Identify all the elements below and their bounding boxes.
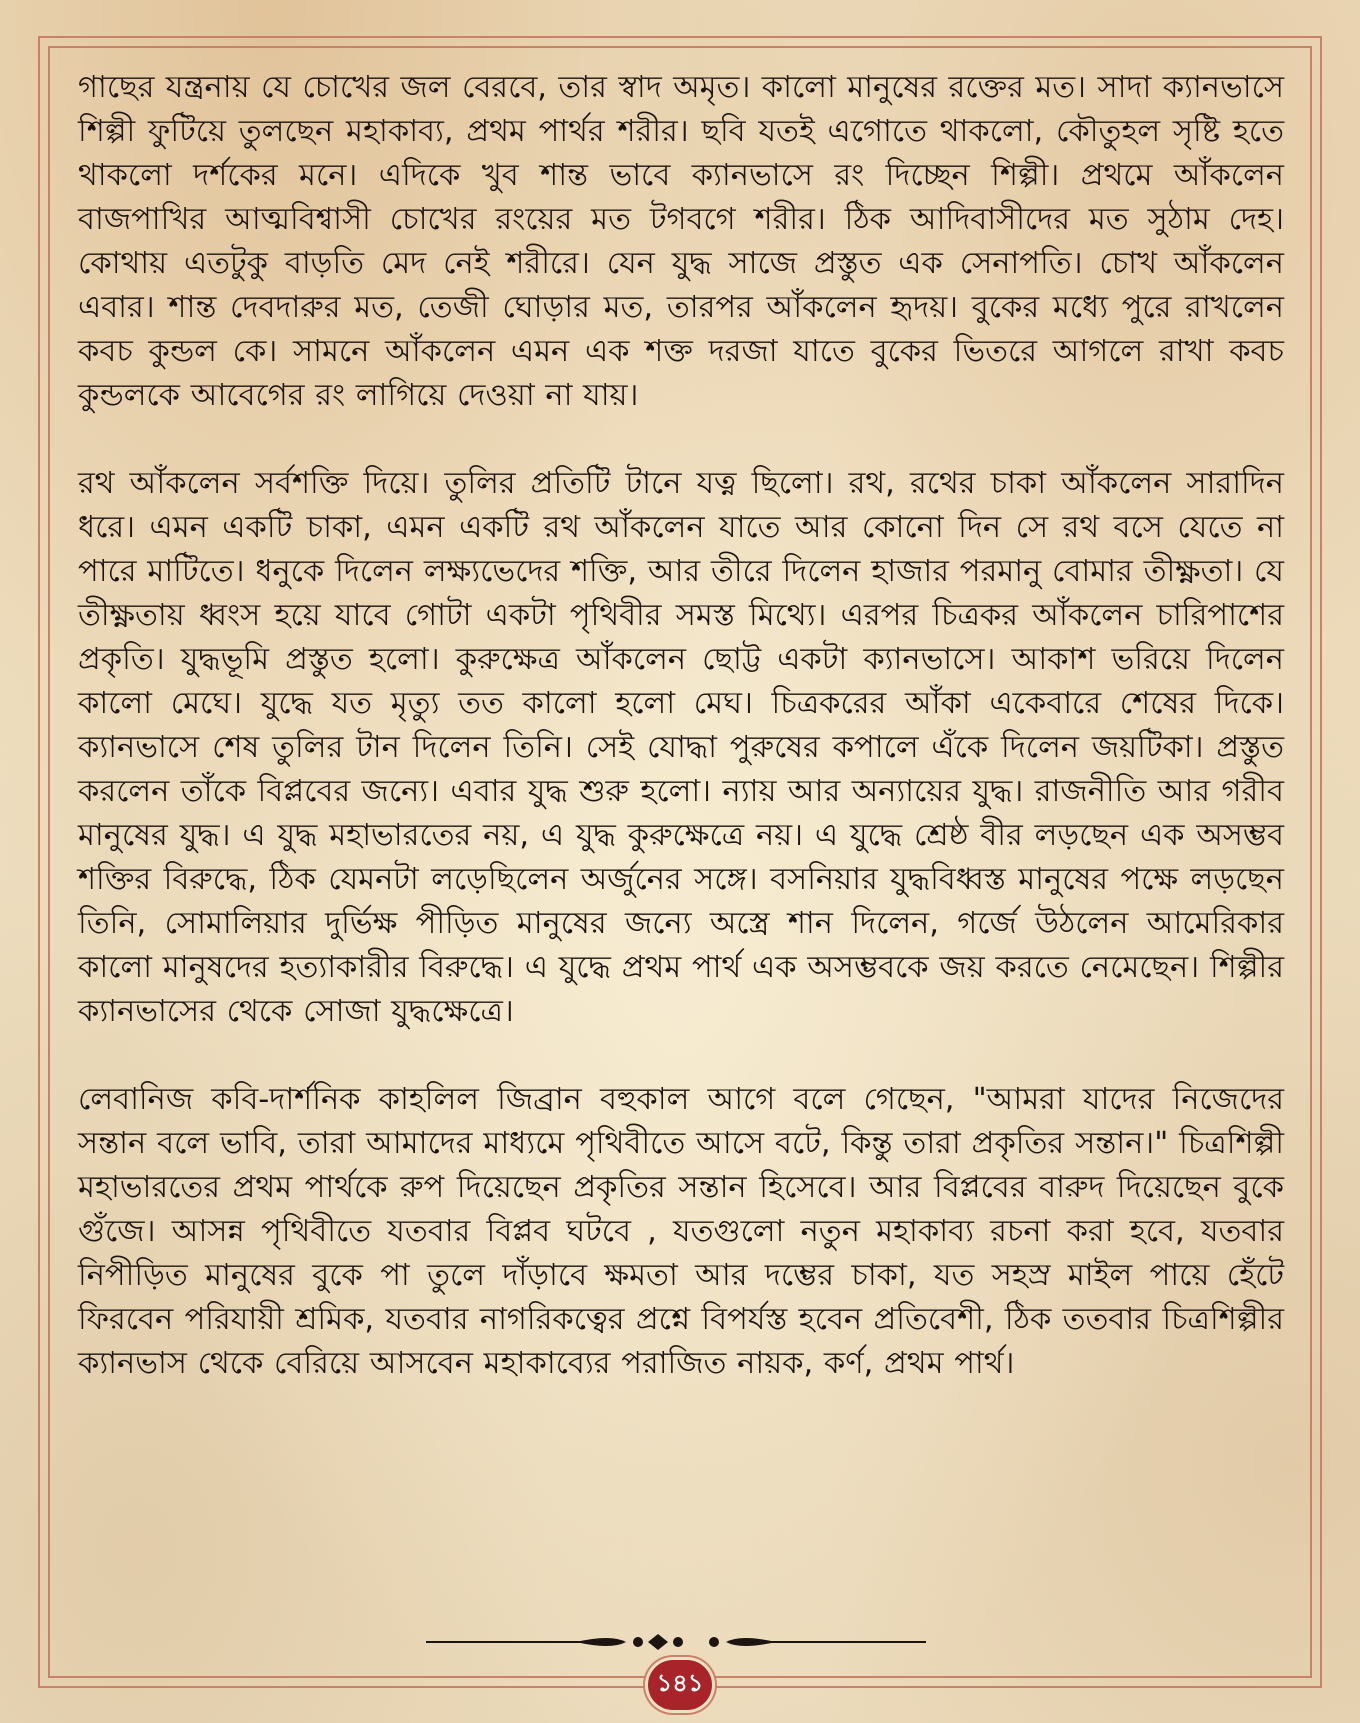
- divider-ornament-icon: [426, 1628, 926, 1656]
- page-number-badge: [648, 1660, 712, 1710]
- paragraph-2: রথ আঁকলেন সর্বশক্তি দিয়ে। তুলির প্রতিটি টানে যত্ন ছিলো। রথ, রথের চাকা আঁকলেন সারাদিন ধরে। এমন একটি চাকা, এমন একটি রথ আঁকলেন যাতে আর কোনো দিন সে রথ বসে যেতে না পারে মাটিতে। ধনুকে দিলেন লক্ষ্যভেদের শক্তি, আর তীরে দিলেন হাজার পরমানু বোমার তীক্ষ্ণতা। যে তীক্ষ্ণতায় ধ্বংস হয়ে যাবে গোটা একটা পৃথিবীর সমস্ত মিথ্যে। এরপর চিত্রকর আঁকলেন চারিপাশের প্রকৃতি। যুদ্ধভূমি প্রস্তুত হলো। কুরুক্ষেত্র আঁকলেন ছোট্ট একটা ক্যানভাসে। আকাশ ভরিয়ে দিলেন কালো মেঘে। যুদ্ধে যত মৃত্যু তত কালো হলো মেঘ। চিত্রকরের আঁকা একেবারে শেষের দিকে। ক্যানভাসে শেষ তুলির টান দিলেন তিনি। সেই যোদ্ধা পুরুষের কপালে এঁকে দিলেন জয়টিকা। প্রস্তুত করলেন তাঁকে বিপ্লবের জন্যে। এবার যুদ্ধ শুরু হলো। ন্যায় আর অন্যায়ের যুদ্ধ। রাজনীতি আর গরীব মানুষের যুদ্ধ। এ যুদ্ধ মহাভারতের নয়, এ যুদ্ধ কুরুক্ষেত্রে নয়। এ যুদ্ধে শ্রেষ্ঠ বীর লড়ছেন এক অসম্ভব শক্তির বিরুদ্ধে, ঠিক যেমনটা লড়েছিলেন অর্জুনের সঙ্গে। বসনিয়ার যুদ্ধবিধ্বস্ত মানুষের পক্ষে লড়ছেন তিনি, সোমালিয়ার দুর্ভিক্ষ পীড়িত মানুষের জন্যে অস্ত্রে শান দিলেন, গর্জে উঠলেন আমেরিকার কালো মানুষদের হত্যাকারীর বিরুদ্ধে। এ যুদ্ধে প্রথম পার্থ এক অসম্ভবকে জয় করতে নেমেছেন। শিল্পীর ক্যানভাসের থেকে সোজা যুদ্ধক্ষেত্রে।: [78, 466, 1284, 1029]
- paragraph-3: লেবানিজ কবি-দার্শনিক কাহলিল জিব্রান বহুকাল আগে বলে গেছেন, "আমরা যাদের নিজেদের সন্তান বলে ভাবি, তারা আমাদের মাধ্যমে পৃথিবীতে আসে বটে, কিন্তু তারা প্রকৃতির সন্তান।" চিত্রশিল্পী মহাভারতের প্রথম পার্থকে রুপ দিয়েছেন প্রকৃতির সন্তান হিসেবে। আর বিপ্লবের বারুদ দিয়েছেন বুকে গুঁজে। আসন্ন পৃথিবীতে যতবার বিপ্লব ঘটবে , যতগুলো নতুন মহাকাব্য রচনা করা হবে, যতবার নিপীড়িত মানুষের বুকে পা তুলে দাঁড়াবে ক্ষমতা আর দম্ভের চাকা, যত সহস্র মাইল পায়ে হেঁটে ফিরবেন পরিযায়ী শ্রমিক, যতবার নাগরিকত্বের প্রশ্নে বিপর্যস্ত হবেন প্রতিবেশী, ঠিক ততবার চিত্রশিল্পীর ক্যানভাস থেকে বেরিয়ে আসবেন মহাকাব্যের পরাজিত নায়ক, কর্ণ, প্রথম পার্থ।: [78, 1082, 1284, 1381]
- paragraph-1: গাছের যন্ত্রনায় যে চোখের জল বেরবে, তার স্বাদ অমৃত। কালো মানুষের রক্তের মত। সাদা ক্যানভাসে শিল্পী ফুটিয়ে তুলছেন মহাকাব্য, প্রথম পার্থর শরীর। ছবি যতই এগোতে থাকলো, কৌতুহল সৃষ্টি হতে থাকলো দর্শকের মনে। এদিকে খুব শান্ত ভাবে ক্যানভাসে রং দিচ্ছেন শিল্পী। প্রথমে আঁকলেন বাজপাখির আত্মবিশ্বাসী চোখের রংয়ের মত টগবগে শরীর। ঠিক আদিবাসীদের মত সুঠাম দেহ। কোথায় এতটুকু বাড়তি মেদ নেই শরীরে। যেন যুদ্ধ সাজে প্রস্তুত এক সেনাপতি। চোখ আঁকলেন এবার। শান্ত দেবদারুর মত, তেজী ঘোড়ার মত, তারপর আঁকলেন হৃদয়। বুকের মধ্যে পুরে রাখলেন কবচ কুন্ডল কে। সামনে আঁকলেন এমন এক শক্ত দরজা যাতে বুকের ভিতরে আগলে রাখা কবচ কুন্ডলকে আবেগের রং লাগিয়ে দেওয়া না যায়।: [78, 70, 1284, 413]
- article-body: [78, 66, 1284, 1430]
- page-number: ১৪১: [656, 1669, 704, 1697]
